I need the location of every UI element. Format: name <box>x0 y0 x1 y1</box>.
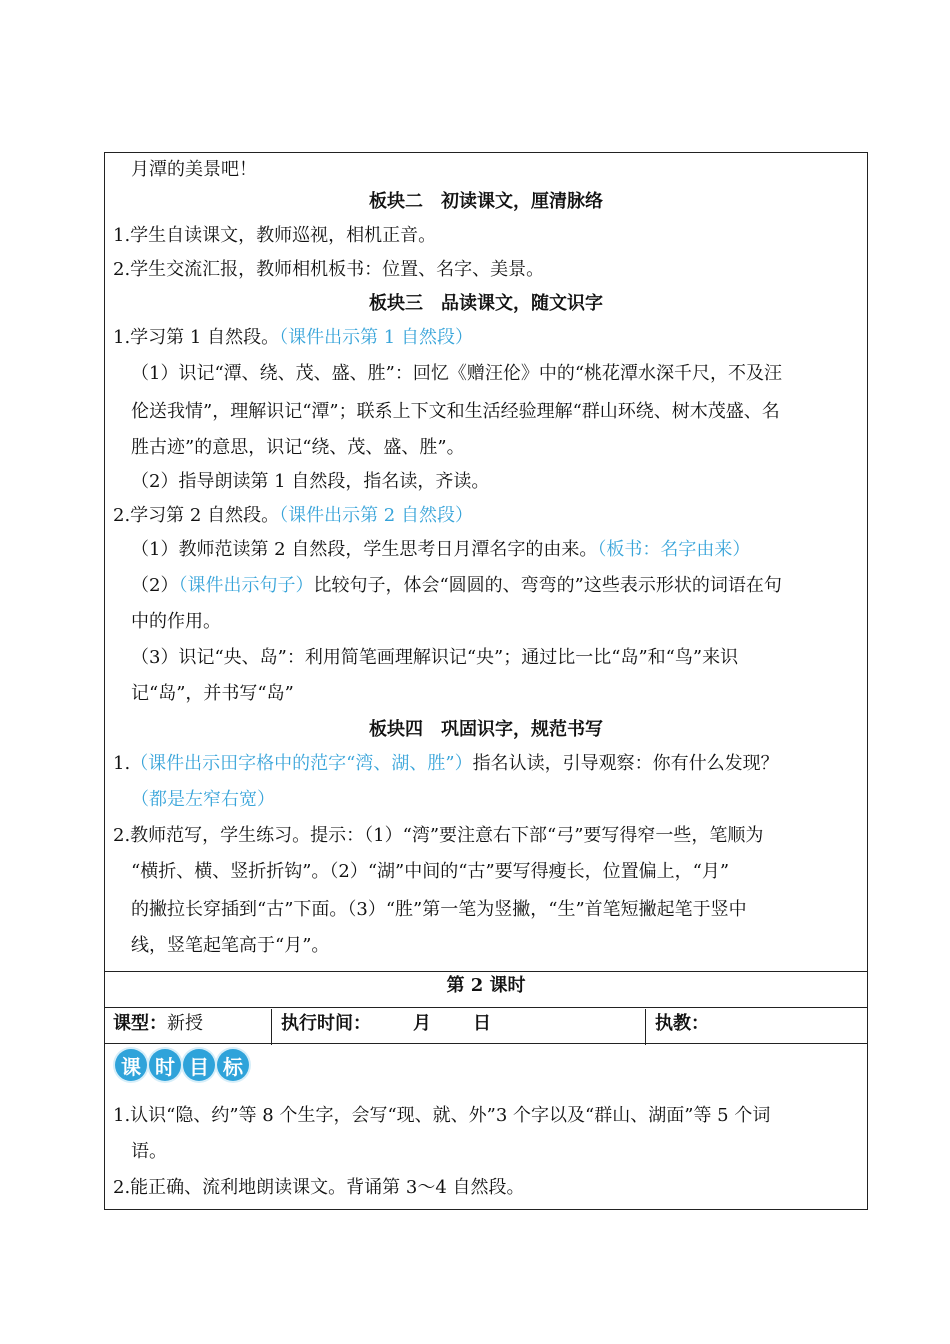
section3-p2-sub2-cont: 中的作用。 <box>131 611 221 632</box>
section3-p1-sub1-line2: 伦送我情”，理解识记“潭”；联系上下文和生活经验理解“群山环绕、树木茂盛、名 <box>131 401 780 422</box>
badge-char-2: 时 <box>149 1049 181 1081</box>
lesson-type <box>113 1013 203 1035</box>
section3-p2-sub2-text: 比较句子，体会“圆圆的、弯弯的”这些表示形状的词语在句 <box>313 575 782 596</box>
section3-p2 <box>113 505 473 527</box>
exec-time-month: 月 <box>413 1013 431 1034</box>
section3-p2-text: 2.学习第 2 自然段。 <box>113 505 280 526</box>
section4-item-2-line4: 线，竖笔起笔高于“月”。 <box>131 935 330 956</box>
divider-lesson-title <box>105 971 867 972</box>
section4-heading: 板块四 巩固识字，规范书写 <box>369 719 603 740</box>
section3-p2-sub3-line2: 记“岛”，并书写“岛” <box>131 683 294 704</box>
section2-heading: 板块二 初读课文，厘清脉络 <box>369 191 603 212</box>
section3-p1-sub1-line1: （1）识记“潭、绕、茂、盛、胜”：回忆《赠汪伦》中的“桃花潭水深千尺，不及汪 <box>131 363 783 384</box>
section3-p1 <box>113 327 473 349</box>
section3-p1-text: 1.学习第 1 自然段。 <box>113 327 280 348</box>
exec-time-day: 日 <box>473 1013 491 1034</box>
section4-item-1-text: 指名认读，引导观察：你有什么发现？ <box>472 753 779 774</box>
section4-item-1 <box>113 753 779 775</box>
section3-p2-sub2 <box>131 575 782 597</box>
section4-item-1-num: 1. <box>113 753 131 774</box>
badge-char-3: 目 <box>183 1049 215 1081</box>
lesson-goals-badge <box>115 1049 249 1081</box>
divider-info-row-bottom <box>105 1043 867 1044</box>
lesson-plan-table <box>104 152 868 1210</box>
section4-item-2-line2: “横折、横、竖折折钩”。（2）“湖”中间的“古”要写得瘦长，位置偏上，“月” <box>131 861 730 882</box>
section3-p2-sub1-text: （1）教师范读第 2 自然段，学生思考日月潭名字的由来。 <box>131 539 598 560</box>
section4-item-1-answer: （都是左窄右宽） <box>131 789 275 810</box>
lesson-type-value: 新授 <box>167 1013 203 1034</box>
section3-p2-sub1 <box>131 539 750 561</box>
section4-item-2-line3: 的撇拉长穿插到“古”下面。（3）“胜”第一笔为竖撇，“生”首笔短撇起笔于竖中 <box>131 899 747 920</box>
section3-p2-sub3-line1: （3）识记“央、岛”：利用简笔画理解识记“央”；通过比一比“岛”和“鸟”来识 <box>131 647 739 668</box>
divider-info-2 <box>645 1009 646 1045</box>
section3-p2-note: （课件出示第 2 自然段） <box>279 505 473 526</box>
section3-p1-sub1-line3: 胜古迹”的意思，识记“绕、茂、盛、胜”。 <box>131 437 465 458</box>
divider-info-row-top <box>105 1007 867 1008</box>
divider-info-1 <box>271 1009 272 1045</box>
section3-p2-sub2-prefix: （2） <box>131 575 179 596</box>
section2-item-1: 1.学生自读课文，教师巡视，相机正音。 <box>113 225 437 246</box>
badge-char-4: 标 <box>217 1049 249 1081</box>
goal-line-3: 2.能正确、流利地朗读课文。背诵第 3～4 自然段。 <box>113 1177 525 1198</box>
section3-p2-sub1-note: （板书：名字由来） <box>597 539 751 560</box>
section3-heading: 板块三 品读课文，随文识字 <box>369 293 603 314</box>
section3-p1-note: （课件出示第 1 自然段） <box>279 327 473 348</box>
lesson-type-label: 课型： <box>113 1013 167 1034</box>
section4-item-1-note: （课件出示田字格中的范字“湾、湖、胜”） <box>130 753 473 774</box>
exec-time-label: 执行时间： <box>281 1013 371 1034</box>
badge-char-1: 课 <box>115 1049 147 1081</box>
intro-tail: 月潭的美景吧！ <box>131 159 257 180</box>
teacher-label: 执教： <box>655 1013 709 1034</box>
section2-item-2: 2.学生交流汇报，教师相机板书：位置、名字、美景。 <box>113 259 545 280</box>
lesson2-title: 第 2 课时 <box>446 975 526 996</box>
goal-line-2: 语。 <box>131 1141 167 1162</box>
section3-p2-sub2-note: （课件出示句子） <box>178 575 314 596</box>
section3-p1-sub2: （2）指导朗读第 1 自然段，指名读，齐读。 <box>131 471 490 492</box>
section4-item-2-line1: 2.教师范写，学生练习。提示：（1）“湾”要注意右下部“弓”要写得窄一些，笔顺为 <box>113 825 764 846</box>
goal-line-1: 1.认识“隐、约”等 8 个生字，会写“现、就、外”3 个字以及“群山、湖面”等 5 个词 <box>113 1105 771 1126</box>
